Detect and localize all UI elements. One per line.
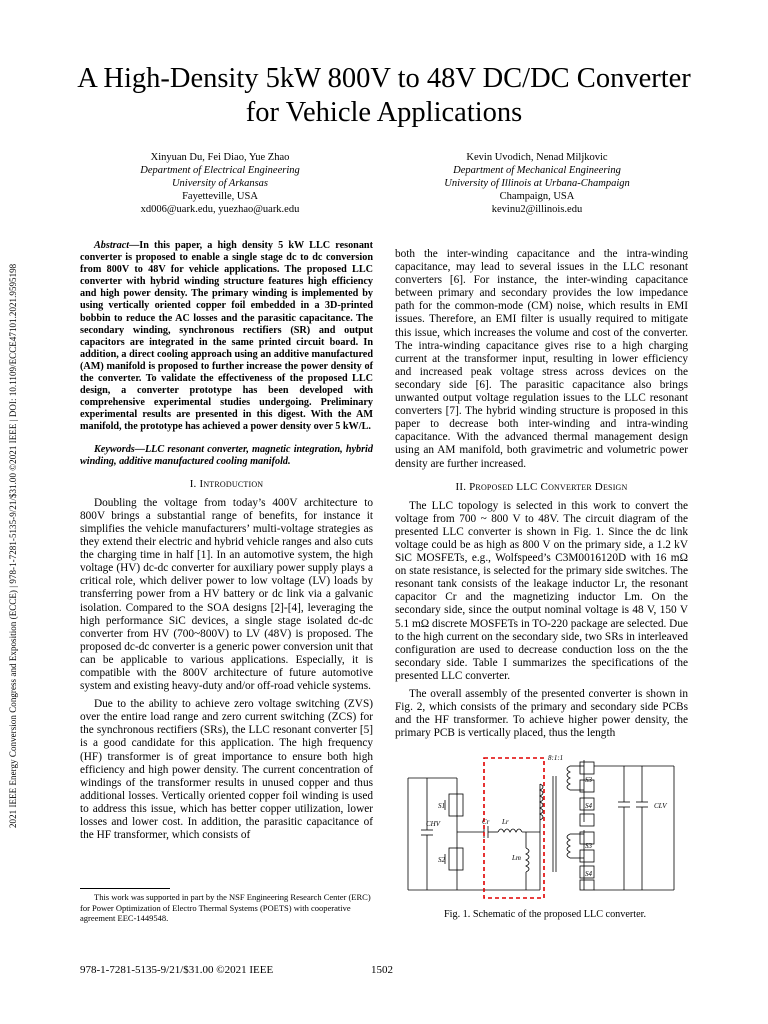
footnote-text: This work was supported in part by the NSF Engineering Research Center (ERC) for Power Optimization of Electro Thermal Systems (POETS) with cooperative agreement EEC-1449548.	[80, 892, 371, 923]
llc-converter-schematic	[402, 752, 687, 900]
label-cr: Cr	[482, 818, 490, 826]
author-city: Fayetteville, USA	[182, 191, 258, 202]
author-department: Department of Electrical Engineering	[140, 165, 300, 176]
footer-isbn: 978-1-7281-5135-9/21/$31.00 ©2021 IEEE	[80, 964, 274, 976]
right-column	[395, 248, 688, 745]
label-s1: S1	[438, 802, 445, 810]
label-s4-bottom: S4	[585, 870, 592, 878]
intro-paragraph-2: Due to the ability to achieve zero voltage switching (ZVS) over the entire load range and zero current switching (ZCS) for the synchronous rectifiers (SRs), the LLC resonant converter [5] is a good candidate for this application. The high frequency (HF) transformer is of great importance to ensure both high efficiency and high power density. The current concentration of windings of the transformer results in unused copper and thus additional losses. Vertically oriented copper foil winding is used to address this issue, which has better copper utilization, lower losses and lower cost. In addition, the parasitic capacitance of the HF transformer, which consists of	[80, 698, 373, 842]
author-department: Department of Mechanical Engineering	[453, 165, 621, 176]
label-chv: CHV	[426, 820, 440, 828]
author-university: University of Arkansas	[171, 178, 269, 189]
author-block-right	[427, 151, 647, 216]
figure-caption: Fig. 1. Schematic of the proposed LLC converter.	[443, 909, 646, 920]
author-university: University of Illinois at Urbana-Champaign	[444, 178, 630, 189]
paper-title: A High-Density 5kW 800V to 48V DC/DC Converter for Vehicle Applications	[77, 63, 691, 128]
footnote	[80, 892, 373, 924]
section-heading-design: II. Proposed LLC Converter Design	[455, 480, 628, 493]
label-lm: Lm	[512, 854, 521, 862]
author-block-left	[110, 151, 330, 216]
label-clv: CLV	[654, 802, 667, 810]
abstract	[80, 240, 373, 434]
intro-paragraph-1: Doubling the voltage from today’s 400V architecture to 800V brings a substantial range of benefits, for instance it simplifies the vehicle manufacturers’ multi-voltage strategies as they extend their electric and hybrid vehicle ranges and also cuts the charging time in half [1]. In an automotive system, the high voltage (HV) dc-dc converter for auxiliary power supply plays a critical role, which deliver power to low voltage (LV) loads by transferring power from a HV battery or dc link via a galvanic isolation. Compared to the SOA designs [2]-[4], leveraging the high performance SiC devices, a single stage isolated dc-dc converter from HV (700~800V) to LV (48V) is proposed. The proposed dc-dc converter is a generic power conversion unit that can be applicable to various applications. Especially, it is compatible with the 800V architecture of future automotive system and existing heavy-duty and/or off-road vehicle systems.	[80, 496, 373, 693]
left-column	[80, 240, 373, 847]
footnote-rule	[80, 888, 170, 889]
author-names: Kevin Uvodich, Nenad Miljkovic	[466, 152, 608, 163]
author-email[interactable]: xd006@uark.edu, yuezhao@uark.edu	[140, 204, 300, 215]
label-s3-top: S3	[585, 776, 592, 784]
doi-sidebar-text: 2021 IEEE Energy Conversion Congress and Exposition (ECCE) | 978-1-7281-5135-9/21/$31.00 ©2021 IEEE | DOI: 10.1109/ECCE47101.2021.9595198	[8, 263, 18, 828]
body-paragraph-continued: both the inter-winding capacitance and the intra-winding capacitance, may lead to several issues in the LLC resonant converters [6]. For instance, the inter-winding capacitance between primary and secondary provides the low impedance path for the common-mode (CM) noise, which results in EMI issues. Therefore, an EMI filter is usually required to mitigate this issue, which increases the volume and cost of the converter. The intra-winding capacitance gives rise to a high charging current at the transformer input, resulting in lower efficiency and increased peak voltage stress across devices on the secondary side [6]. The parasitic capacitance also brings unwanted output voltage regulation issues to the LLC resonant converters [7]. The hybrid winding structure is proposed in this paper to decrease both inter-winding and intra-winding capacitance. With the advanced thermal management design using an AM manifold, both gravimetric and volumetric power density are further increased.	[395, 248, 688, 470]
abstract-text: —In this paper, a high density 5 kW LLC resonant converter is proposed to enable a single stage dc to dc conversion from 800V to 48V for vehicle applications. The proposed LLC converter with hybrid winding structure features high efficiency and high power density. The primary winding is implemented by using vertically oriented copper foil embedded in a 3D-printed bobbin to reduce the AC losses and the parasitic capacitance. The secondary winding, synchronous rectifiers (SR) and output capacitors are integrated in the same printed circuit board. In addition, a direct cooling approach using an additive manufactured (AM) manifold is proposed to further increase the power density of the converter. To validate the effectiveness of the proposed LLC design, a converter prototype has been developed with comprehensive experimental studies undergoing. Preliminary experimental results are presented in this digest. With the AM manifold, the prototype has achieved a power density over 5 kW/L.	[80, 240, 373, 433]
transformer-highlight-box	[484, 758, 544, 898]
section-heading-introduction: I. Introduction	[189, 477, 264, 490]
label-lr: Lr	[502, 818, 509, 826]
design-paragraph-2: The overall assembly of the presented converter is shown in Fig. 2, which consists of the primary and secondary side PCBs and the HF transformer. To achieve higher power density, the primary PCB is vertically placed, thus the length	[395, 688, 688, 740]
keywords: Keywords—LLC resonant converter, magnetic integration, hybrid winding, additive manufactured cooling manifold.	[80, 443, 373, 467]
doi-sidebar	[8, 188, 22, 828]
label-s2: S2	[438, 856, 445, 864]
page-number: 1502	[371, 964, 393, 976]
design-paragraph-1: The LLC topology is selected in this work to convert the voltage from 700 ~ 800 V to 48V. The circuit diagram of the presented LLC converter is shown in Fig. 1. Since the dc link voltage could be as high as 800 V on the primary side, a 1.2 kV SiC MOSFETs, e.g., Wolfspeed’s C3M0016120D with 16 mΩ on state resistance, is selected for the primary side switches. The resonant tank consists of the leakage inductor Lr, the resonant capacitor Cr and the magnetizing inductor Lm. On the secondary side, since the output nominal voltage is 48 V, 150 V 5.1 mΩ discrete MOSFETs in TO-220 package are selected. Due to the high current on the secondary side, two SRs in interleaved configuration are used to decrease conduction loss on the the secondary side. Table I summarizes the specifications of the presented LLC converter.	[395, 499, 688, 682]
author-names: Xinyuan Du, Fei Diao, Yue Zhao	[150, 152, 290, 163]
label-s4-top: S4	[585, 802, 592, 810]
label-turns-ratio: 8:1:1	[548, 754, 564, 762]
abstract-label: Abstract	[94, 240, 130, 251]
author-email[interactable]: kevinu2@illinois.edu	[491, 204, 583, 215]
author-city: Champaign, USA	[499, 191, 575, 202]
label-s3-bottom: S3	[585, 842, 592, 850]
